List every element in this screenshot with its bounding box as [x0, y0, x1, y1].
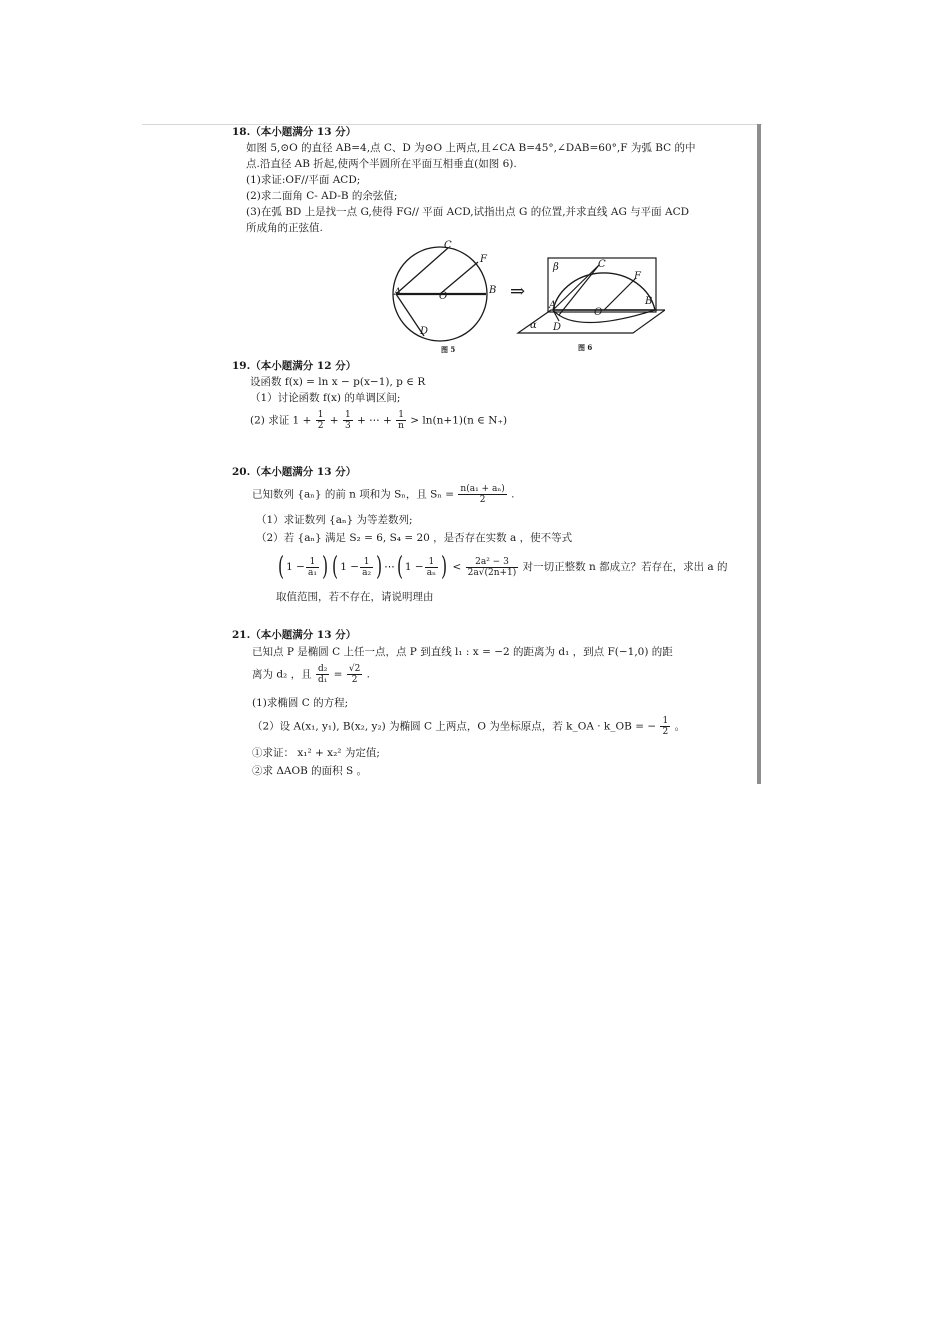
- frac-den: 2a√(2n+1): [467, 567, 517, 578]
- fig5-label-d: D: [420, 326, 429, 337]
- q20-cdots: ⋯: [384, 561, 395, 573]
- frac-num: n(a₁ + aₙ): [460, 484, 505, 494]
- frac-den: 2: [317, 421, 324, 431]
- q18-part3b: 所成角的正弦值.: [246, 222, 323, 234]
- frac-rhs: [466, 557, 519, 578]
- fig6-label-alpha: α: [530, 320, 537, 331]
- q20-part2: （2）若 {aₙ} 满足 S₂ = 6, S₄ = 20 ，是否存在实数 a ，使不等式: [256, 532, 573, 544]
- q20-l1-prefix: 已知数列 {aₙ} 的前 n 项和为 Sₙ，且 Sₙ =: [252, 488, 455, 501]
- q19-header: 19.（本小题满分 12 分）: [232, 360, 357, 372]
- figure-6-folded-planes: [515, 255, 665, 340]
- q21-part2: [252, 716, 685, 737]
- frac-num: 1: [425, 557, 438, 568]
- fig5-caption: 图 5: [441, 345, 456, 354]
- fig5-label-c: C: [444, 240, 452, 251]
- frac-one-third: [343, 410, 353, 431]
- q20-tail: 对一切正整数 n 都成立？若存在，求出 a 的: [522, 561, 728, 573]
- q21-l2-prefix: 离为 d₂ ，且: [252, 668, 312, 681]
- arrow-implies-icon: ⇒: [510, 281, 526, 302]
- fig6-label-o: O: [594, 307, 603, 318]
- frac-den: 3: [344, 421, 351, 431]
- fig6-label-a: A: [549, 300, 557, 311]
- frac-num: 1: [317, 410, 324, 420]
- q21-eq: =: [333, 668, 343, 681]
- fig5-label-a: A: [394, 287, 402, 298]
- frac-num: 1: [396, 410, 406, 421]
- q18-header: 18.（本小题满分 13 分）: [232, 126, 357, 138]
- frac-1-over-a1: [306, 557, 319, 578]
- q20-lt: <: [452, 561, 462, 573]
- frac-num: 1: [662, 716, 669, 726]
- q21-p2-prefix: （2）设 A(x₁, y₁), B(x₂, y₂) 为椭圆 C 上两点，O 为坐标原点，若 k_OA · k_OB = −: [252, 720, 657, 733]
- q21-sub2: ②求 ΔAOB 的面积 S 。: [252, 765, 368, 777]
- q20-line1: [252, 484, 514, 505]
- fig6-label-f: F: [634, 271, 641, 282]
- fig6-label-c: C: [598, 259, 606, 270]
- q20-l1-suffix: .: [511, 488, 515, 501]
- q20-one-minus: 1 −: [340, 561, 360, 573]
- q21-part1: (1)求椭圆 C 的方程;: [252, 697, 349, 709]
- q21-l2-suffix: .: [366, 668, 370, 681]
- q19-p2-suffix: > ln(n+1)(n ∈ N₊): [410, 414, 508, 427]
- q20-one-minus: 1 −: [404, 561, 424, 573]
- frac-den: a₁: [307, 567, 317, 578]
- frac-den: n: [398, 421, 404, 431]
- q21-sub1: ①求证： x₁² + x₂² 为定值;: [252, 747, 380, 759]
- fig5-label-b: B: [489, 285, 497, 296]
- fig6-label-d: D: [553, 322, 562, 333]
- frac-num: 2a² − 3: [466, 557, 519, 568]
- frac-one-half: [660, 716, 670, 737]
- q21-line1: 已知点 P 是椭圆 C 上任一点，点 P 到直线 l₁ : x = −2 的距离为 d₁ ，到点 F(−1,0) 的距: [252, 646, 673, 658]
- q20-part1: （1）求证数列 {aₙ} 为等差数列;: [256, 514, 413, 526]
- q21-p2-suffix: 。: [674, 720, 686, 733]
- page-edge-bar: [757, 124, 761, 784]
- q18-part3a: (3)在弧 BD 上是找一点 G,使得 FG// 平面 ACD,试指出点 G 的位置,并求直线 AG 与平面 ACD: [246, 206, 690, 218]
- scanned-exam-page: [142, 124, 762, 785]
- frac-d2-over-d1: [316, 664, 329, 685]
- frac-den: 2: [662, 727, 669, 737]
- frac-num: d₂: [317, 664, 328, 674]
- frac-den: aₙ: [426, 567, 436, 578]
- fig5-label-o: O: [439, 291, 448, 302]
- q19-part2: [250, 410, 507, 431]
- frac-num: 1: [360, 557, 373, 568]
- frac-den: 2: [351, 675, 358, 685]
- q21-header: 21.（本小题满分 13 分）: [232, 629, 357, 641]
- frac-root2-over-2: [347, 664, 362, 685]
- q18-line2: 点.沿直径 AB 折起,使两个半圆所在平面互相垂直(如图 6).: [246, 158, 517, 170]
- frac-1-over-a2: [360, 557, 373, 578]
- frac-den: d₁: [317, 675, 328, 685]
- frac-sn-formula: [458, 484, 506, 505]
- frac-one-over-n: [396, 410, 406, 431]
- q19-p2-prefix: (2) 求证 1 +: [250, 414, 312, 427]
- frac-den: a₂: [362, 567, 372, 578]
- fig6-label-b: B: [645, 296, 653, 307]
- fig6-label-beta: β: [553, 262, 559, 273]
- q20-one-minus: 1 −: [286, 561, 305, 573]
- frac-num: √2: [348, 664, 361, 674]
- q18-part2: (2)求二面角 C- AD-B 的余弦值;: [246, 190, 398, 202]
- q19-dots: + ⋯ +: [357, 414, 392, 427]
- frac-num: 1: [344, 410, 351, 420]
- fig5-label-f: F: [480, 254, 487, 265]
- q18-part1: (1)求证:OF//平面 ACD;: [246, 174, 361, 186]
- q21-line2: [252, 664, 370, 685]
- q20-header: 20.（本小题满分 13 分）: [232, 466, 357, 478]
- frac-1-over-an: [425, 557, 438, 578]
- q20-last-line: 取值范围，若不存在，请说明理由: [276, 591, 434, 603]
- q19-line1: 设函数 f(x) = ln x − p(x−1), p ∈ R: [250, 376, 426, 388]
- q19-plus: +: [329, 414, 339, 427]
- q19-part1: （1）讨论函数 f(x) 的单调区间;: [250, 392, 401, 404]
- fig6-caption: 图 6: [578, 343, 593, 352]
- q20-inequality: ( 1 − $\frac{1}{\text{a₁}}$ ) ( 1 − $\frac{1}{\text{a₂}}$ ) ⋯( 1 − $\frac{1}{\text{aₙ}}$ ) < $\frac{\text{2a² − 3}}{2a√(2n+1)}$ 对一切正整数 n 都成立？若存在，求出 a 的: [278, 552, 728, 582]
- frac-num: 1: [306, 557, 319, 568]
- q18-line1: 如图 5,⊙O 的直径 AB=4,点 C、D 为⊙O 上两点,且∠CA B=45°,∠DAB=60°,F 为弧 BC 的中: [246, 142, 696, 154]
- frac-one-half: [316, 410, 326, 431]
- frac-den: 2: [479, 495, 486, 505]
